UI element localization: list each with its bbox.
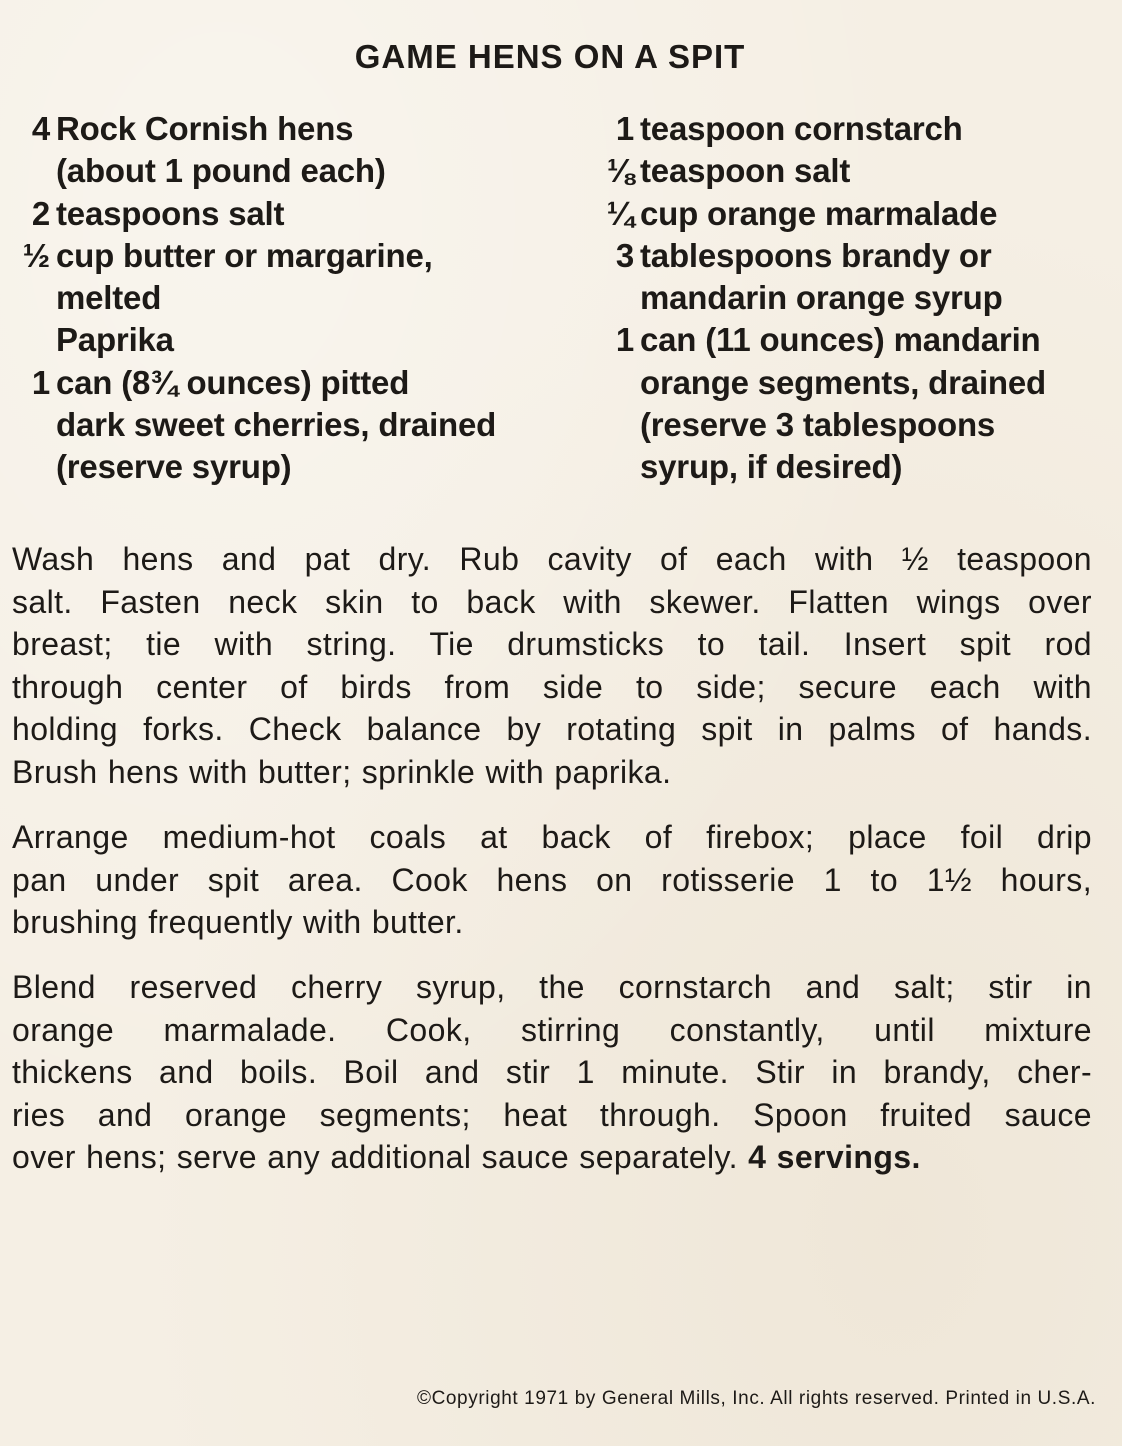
ingredient-text: teaspoon salt xyxy=(640,152,851,190)
instructions-paragraph-3 xyxy=(12,966,1092,1179)
ingredient-qty: 3 xyxy=(615,236,634,274)
ingredient-text: Rock Cornish hens (about 1 pound each) xyxy=(56,110,386,190)
ingredient-text: teaspoon cornstarch xyxy=(640,110,963,147)
ingredient-item xyxy=(0,362,560,489)
copyright-notice: ©Copyright 1971 by General Mills, Inc. All rights reserved. Printed in U.S.A. xyxy=(416,1388,1096,1409)
ingredient-item xyxy=(578,193,1118,235)
ingredient-text: can (8¾ ounces) pitted dark sweet cherries, drained (reserve syrup) xyxy=(56,363,497,486)
paragraph-line: Blend reserved cherry syrup, the cornstarch and salt; stir in xyxy=(12,969,1092,1005)
ingredient-item xyxy=(578,235,1118,320)
ingredient-qty: ⅛ xyxy=(606,152,634,190)
ingredient-text: teaspoons salt xyxy=(56,194,285,232)
ingredient-qty: 1 xyxy=(615,110,634,147)
paragraph-line: brushing frequently with butter. xyxy=(12,904,464,940)
ingredient-item xyxy=(0,193,560,235)
paragraph-line: breast; tie with string. Tie drumsticks to tail. Insert spit rod xyxy=(12,626,1092,662)
ingredient-qty: 2 xyxy=(31,194,50,232)
ingredient-qty: 4 xyxy=(31,110,50,147)
instructions-paragraph-1 xyxy=(12,538,1092,793)
ingredient-item xyxy=(578,150,1118,192)
ingredient-qty: ¼ xyxy=(606,194,634,232)
ingredient-qty: 1 xyxy=(31,363,50,401)
ingredients-left-column xyxy=(0,108,560,489)
instructions-paragraph-2 xyxy=(12,816,1092,944)
ingredient-item xyxy=(578,319,1118,488)
servings-count: 4 servings. xyxy=(748,1139,921,1175)
paragraph-line: holding forks. Check balance by rotating spit in palms of hands. xyxy=(12,711,1092,747)
paragraph-line: through center of birds from side to side; secure each with xyxy=(12,668,1092,705)
paragraph-line: Wash hens and pat dry. Rub cavity of each with ½ teaspoon xyxy=(12,541,1092,577)
ingredient-item xyxy=(0,319,560,361)
ingredient-qty: ½ xyxy=(22,236,50,274)
paragraph-line: pan under spit area. Cook hens on rotisserie 1 to 1½ hours, xyxy=(12,861,1092,898)
ingredient-text: tablespoons brandy or mandarin orange syrup xyxy=(640,236,1003,317)
ingredient-text: cup orange marmalade xyxy=(640,194,998,232)
paragraph-line-text: over hens; serve any additional sauce separately. xyxy=(12,1139,749,1175)
paragraph-line: Brush hens with butter; sprinkle with paprika. xyxy=(12,753,672,790)
ingredient-text: cup butter or margarine, melted xyxy=(56,236,433,317)
paragraph-line-final xyxy=(12,1136,1092,1179)
ingredient-qty: 1 xyxy=(615,321,634,359)
paragraph-line: ries and orange segments; heat through. Spoon fruited sauce xyxy=(12,1096,1092,1133)
paragraph-line: orange marmalade. Cook, stirring constantly, until mixture xyxy=(12,1011,1092,1048)
ingredient-text: Paprika xyxy=(56,321,174,359)
ingredient-item xyxy=(0,108,560,193)
paragraph-line: salt. Fasten neck skin to back with skewer. Flatten wings over xyxy=(12,583,1092,620)
ingredient-item xyxy=(0,235,560,320)
recipe-title: GAME HENS ON A SPIT xyxy=(354,38,746,75)
paragraph-line: thickens and boils. Boil and stir 1 minute. Stir in brandy, cher- xyxy=(12,1054,1092,1090)
ingredients-right-column xyxy=(578,108,1118,489)
ingredient-qty xyxy=(0,319,56,361)
ingredient-text: can (11 ounces) mandarin orange segments, drained (reserve 3 tablespoons syrup, if desired) xyxy=(640,321,1046,486)
ingredient-item xyxy=(578,108,1118,150)
paragraph-line: Arrange medium-hot coals at back of firebox; place foil drip xyxy=(12,819,1092,855)
